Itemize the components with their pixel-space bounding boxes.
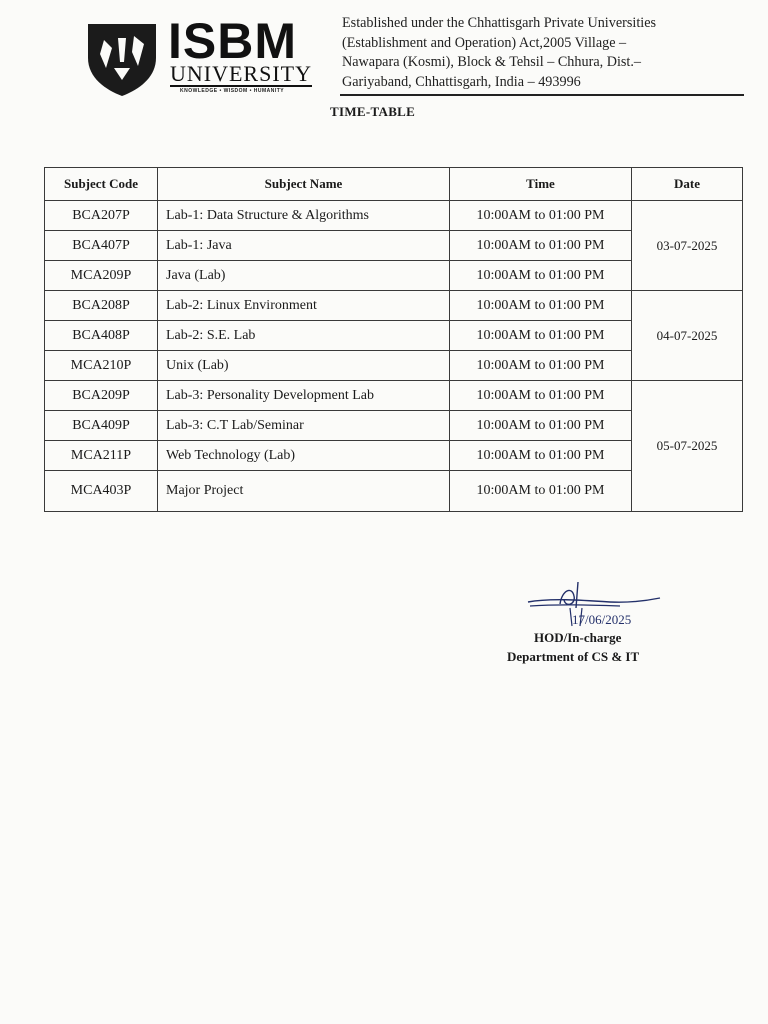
subject-name: Web Technology (Lab) xyxy=(158,441,450,471)
exam-date: 03-07-2025 xyxy=(632,201,743,291)
exam-time: 10:00AM to 01:00 PM xyxy=(450,411,632,441)
table-row xyxy=(45,291,743,321)
letterhead xyxy=(84,12,744,102)
table-header-row xyxy=(45,168,743,201)
subject-name: Lab-1: Data Structure & Algorithms xyxy=(158,201,450,231)
logo-tagline: KNOWLEDGE • WISDOM • HUMANITY xyxy=(180,88,285,94)
subject-name: Lab-1: Java xyxy=(158,231,450,261)
header-time: Time xyxy=(450,168,632,201)
subject-code: BCA207P xyxy=(45,201,158,231)
logo-subtitle: UNIVERSITY xyxy=(170,61,312,86)
subject-code: BCA409P xyxy=(45,411,158,441)
subject-code: MCA211P xyxy=(45,441,158,471)
timetable xyxy=(44,167,743,512)
exam-date: 04-07-2025 xyxy=(632,291,743,381)
header-divider xyxy=(340,94,744,96)
page-title: TIME-TABLE xyxy=(330,104,416,119)
exam-date: 05-07-2025 xyxy=(632,381,743,512)
subject-name: Java (Lab) xyxy=(158,261,450,291)
exam-time: 10:00AM to 01:00 PM xyxy=(450,261,632,291)
exam-time: 10:00AM to 01:00 PM xyxy=(450,381,632,411)
subject-code: MCA403P xyxy=(45,471,158,512)
exam-time: 10:00AM to 01:00 PM xyxy=(450,291,632,321)
logo-wordmark: ISBM xyxy=(168,13,297,69)
header-subject-name: Subject Name xyxy=(158,168,450,201)
handwritten-signature xyxy=(520,578,670,628)
header-date: Date xyxy=(632,168,743,201)
subject-code: BCA408P xyxy=(45,321,158,351)
table-row xyxy=(45,201,743,231)
subject-name: Unix (Lab) xyxy=(158,351,450,381)
subject-code: BCA407P xyxy=(45,231,158,261)
exam-time: 10:00AM to 01:00 PM xyxy=(450,231,632,261)
subject-name: Lab-3: Personality Development Lab xyxy=(158,381,450,411)
address-line: Gariyaband, Chhattisgarh, India – 493996 xyxy=(342,73,581,90)
signatory-title: HOD/In-charge xyxy=(534,630,622,645)
university-crest-icon xyxy=(84,18,160,98)
subject-name: Lab-2: S.E. Lab xyxy=(158,321,450,351)
exam-time: 10:00AM to 01:00 PM xyxy=(450,471,632,512)
subject-name: Lab-3: C.T Lab/Seminar xyxy=(158,411,450,441)
header-subject-code: Subject Code xyxy=(45,168,158,201)
signature-date: 17/06/2025 xyxy=(572,612,632,627)
exam-time: 10:00AM to 01:00 PM xyxy=(450,201,632,231)
subject-code: BCA209P xyxy=(45,381,158,411)
exam-time: 10:00AM to 01:00 PM xyxy=(450,321,632,351)
address-line: Nawapara (Kosmi), Block & Tehsil – Chhura, Dist.– xyxy=(342,54,641,70)
table-row xyxy=(45,381,743,411)
subject-name: Lab-2: Linux Environment xyxy=(158,291,450,321)
exam-time: 10:00AM to 01:00 PM xyxy=(450,441,632,471)
address-line: (Establishment and Operation) Act,2005 Village – xyxy=(342,34,627,51)
subject-name: Major Project xyxy=(158,471,450,512)
university-address xyxy=(342,14,747,92)
exam-time: 10:00AM to 01:00 PM xyxy=(450,351,632,381)
address-line: Established under the Chhattisgarh Private Universities xyxy=(342,15,657,31)
subject-code: MCA209P xyxy=(45,261,158,291)
subject-code: MCA210P xyxy=(45,351,158,381)
subject-code: BCA208P xyxy=(45,291,158,321)
signatory-department: Department of CS & IT xyxy=(507,649,640,664)
